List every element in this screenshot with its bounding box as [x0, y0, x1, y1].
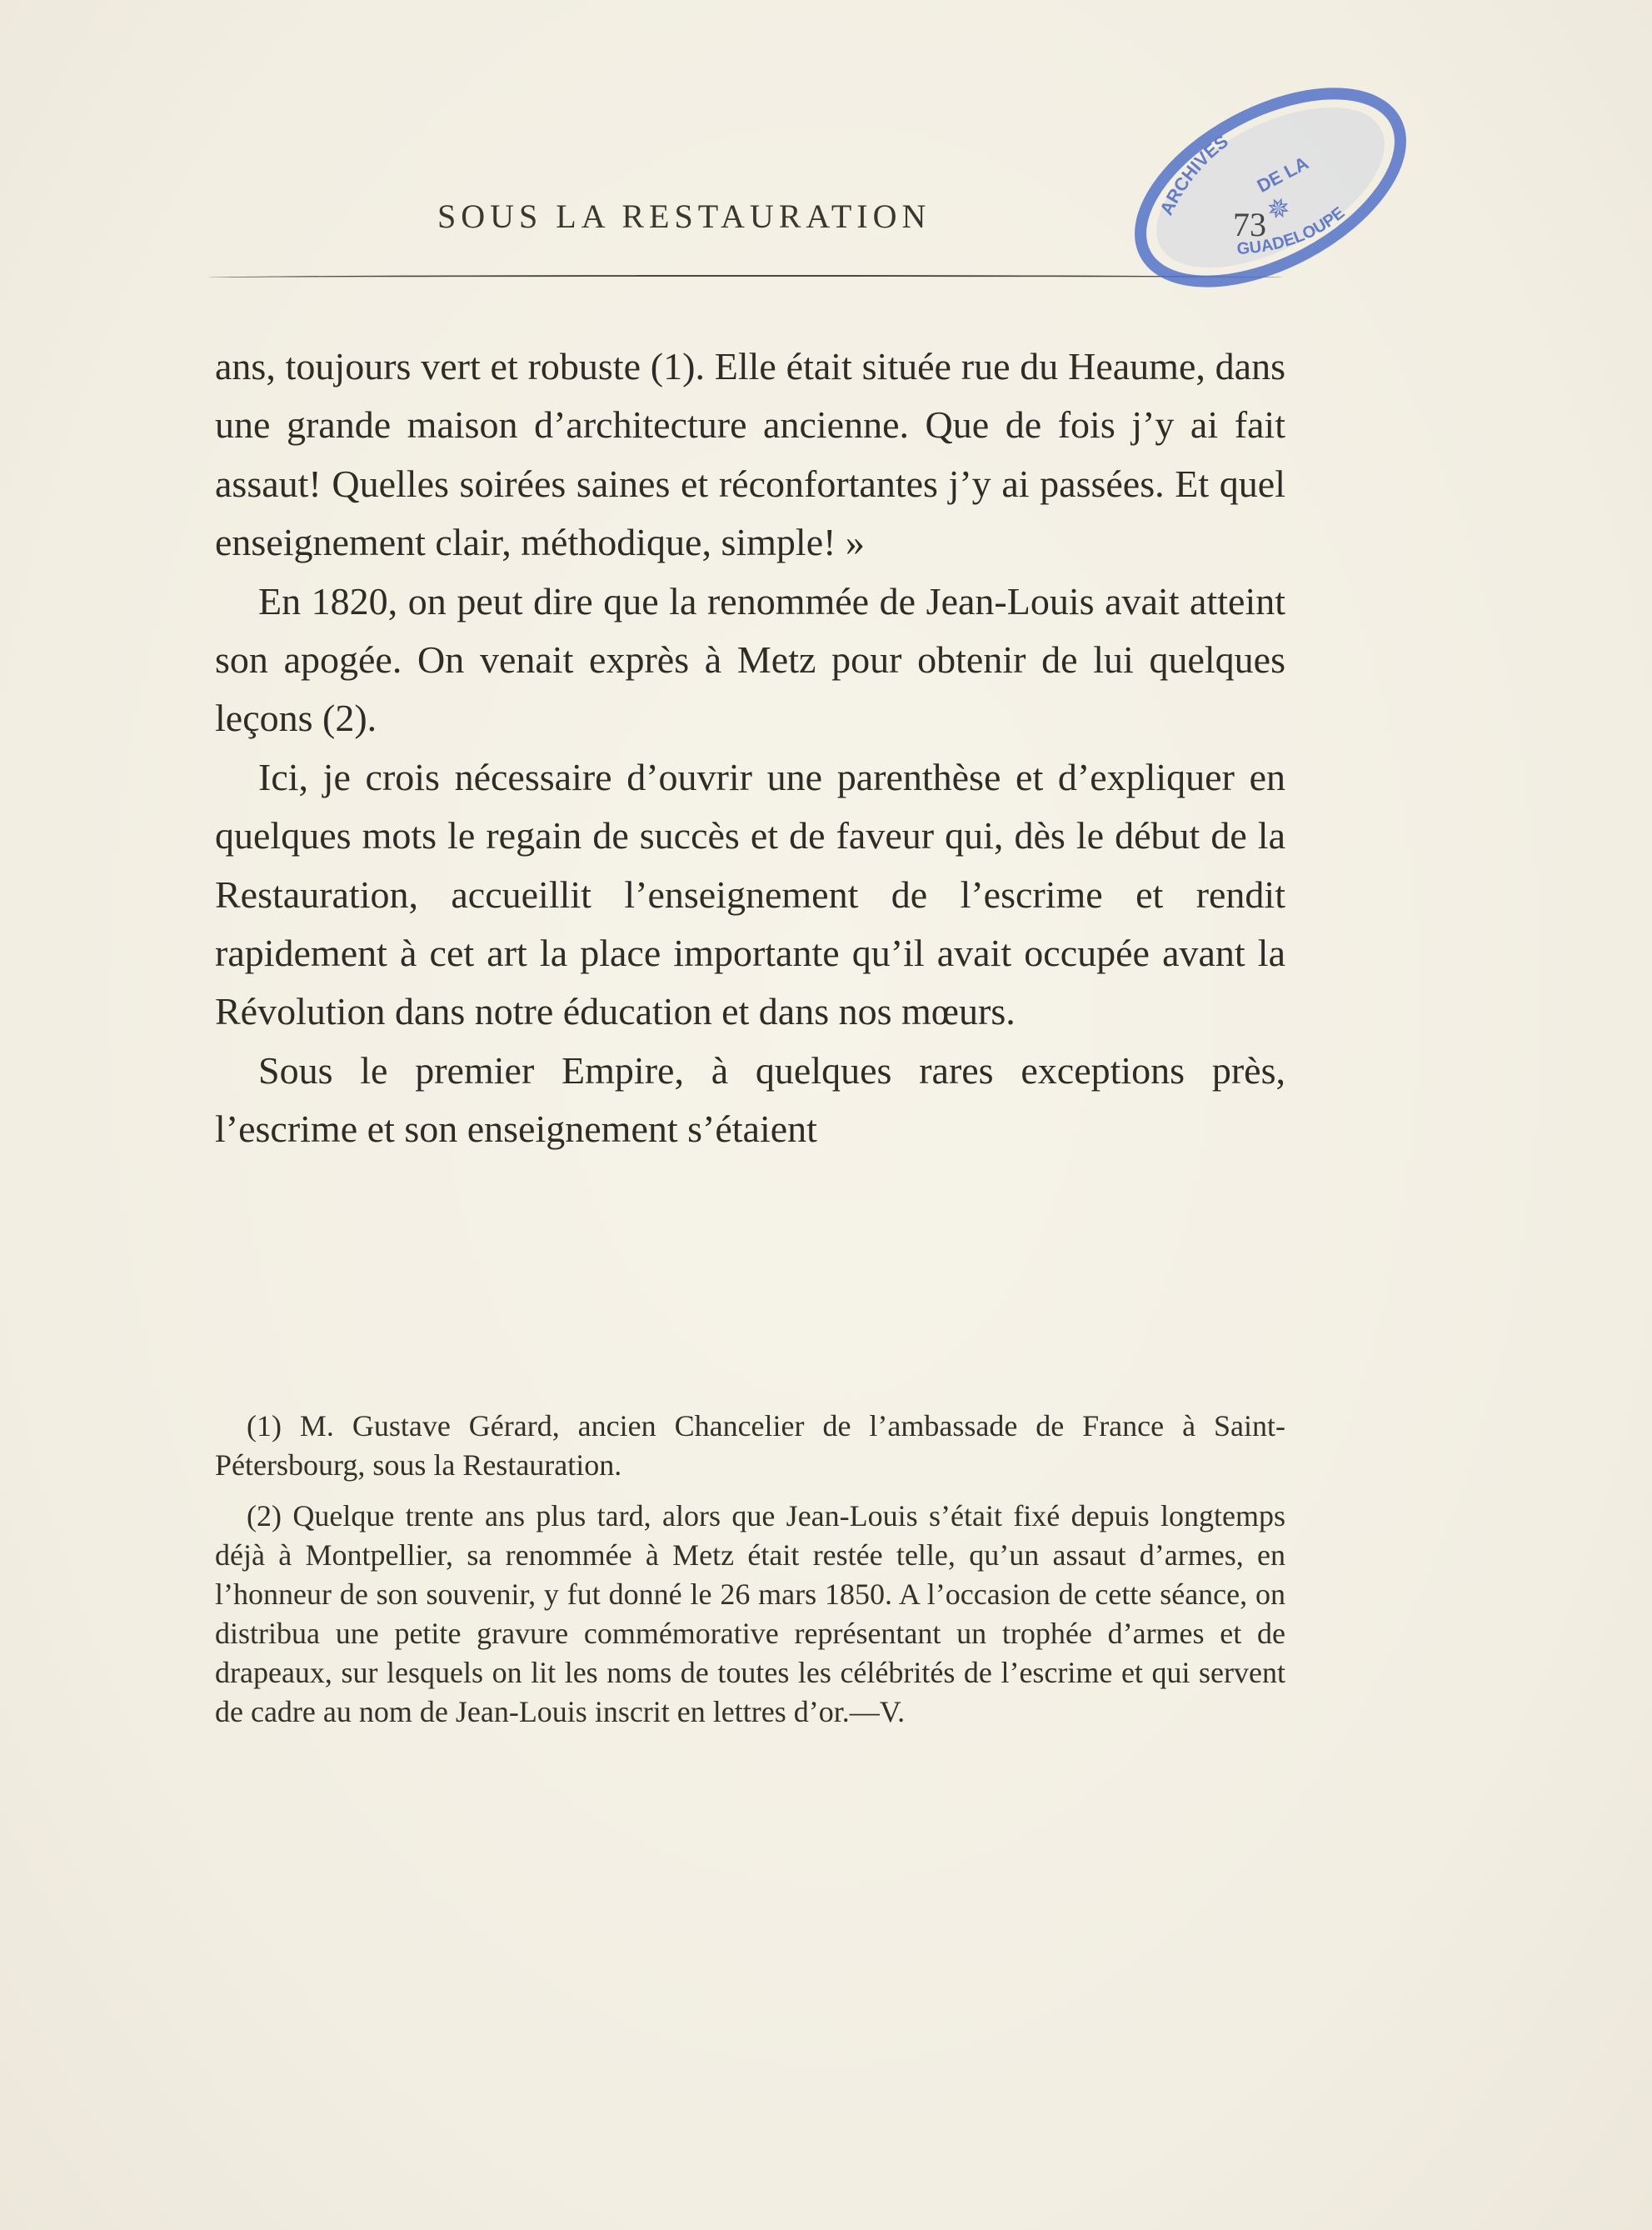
- main-text: [215, 338, 1285, 1159]
- paragraph-2: En 1820, on peut dire que la renommée de Jean-Louis avait atteint son apogée. On venait exprès à Metz pour obtenir de lui quelques leçons (2).: [215, 579, 1285, 740]
- stamp-text-bottom: GUADELOUPE: [1235, 203, 1349, 259]
- stamp-emblem-icon: ✵: [1261, 190, 1297, 229]
- archive-stamp: [1091, 83, 1425, 300]
- page-number: 73: [1233, 206, 1266, 243]
- paragraph-1: ans, toujours vert et robuste (1). Elle était située rue du Heaume, dans une grande maison d’architecture ancienne. Que de fois j’y ai fait assaut! Quelles soirées saines et réconfortantes j’y ai passées. Et quel enseignement clair, méthodique, simple! »: [215, 345, 1285, 564]
- footnote-1: (1) M. Gustave Gérard, ancien Chancelier de l’ambassade de France à Saint-Pétersbourg, sous la Restauration.: [215, 1409, 1285, 1482]
- footnotes: [215, 1407, 1285, 1743]
- paragraph-3: Ici, je crois nécessaire d’ouvrir une parenthèse et d’expliquer en quelques mots le regain de succès et de faveur qui, dès le début de la Restauration, accueillit l’enseignement de l’escrime et rendit rapidement à cet art la place importante qu’il avait occupée avant la Révolution dans notre éducation et dans nos mœurs.: [215, 755, 1285, 1033]
- stamp-text-middle: DE LA: [1253, 152, 1312, 197]
- paragraph-4: Sous le premier Empire, à quelques rares exceptions près, l’escrime et son enseignement s’étaient: [215, 1048, 1285, 1151]
- running-head-title: SOUS LA RESTAURATION: [437, 198, 931, 235]
- stamp-text-top: ARCHIVES: [1155, 130, 1232, 219]
- footnote-2: (2) Quelque trente ans plus tard, alors que Jean-Louis s’était fixé depuis longtemps déjà à Montpellier, sa renommée à Metz était restée telle, qu’un assaut d’armes, en l’honneur de son souvenir, y fut donné le 26 mars 1850. A l’occasion de cette séance, on distribua une petite gravure commémorative représentant un trophée d’armes et de drapeaux, sur lesquels on lit les noms de toutes les célébrités de l’escrime et qui servent de cadre au nom de Jean-Louis inscrit en lettres d’or.—V.: [215, 1499, 1285, 1728]
